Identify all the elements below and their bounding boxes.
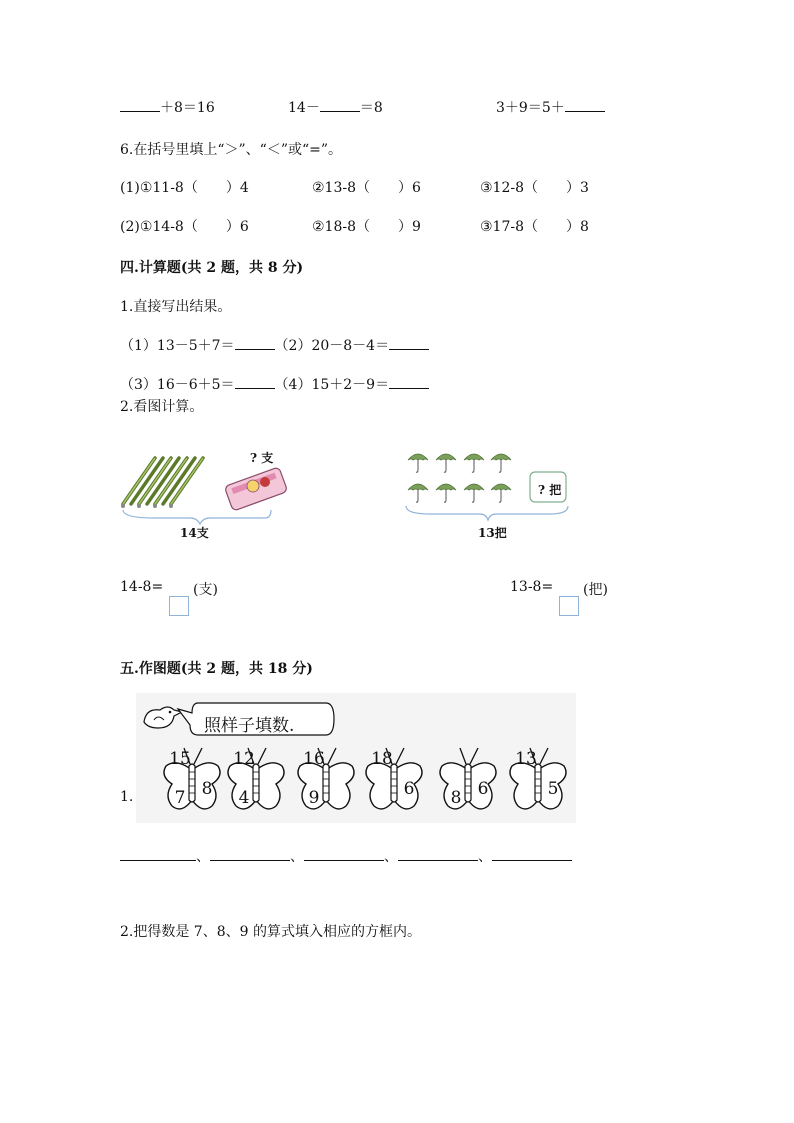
butterfly-top-number: 15 xyxy=(169,749,191,769)
fill-row-top-c xyxy=(496,97,605,117)
compare-item[interactable]: ③17-8（ ）8 xyxy=(480,219,589,235)
butterfly-icon xyxy=(298,748,354,809)
butterfly-icon xyxy=(510,748,566,809)
separator: 、 xyxy=(290,849,304,865)
butterfly-top-number: 18 xyxy=(371,749,393,769)
calc-item: （4）15＋2－9＝ xyxy=(274,377,390,393)
total-label: 13把 xyxy=(478,526,507,540)
answer-box[interactable] xyxy=(169,596,189,616)
answer-blank[interactable] xyxy=(389,374,429,389)
expr-suffix: ＋8＝16 xyxy=(160,100,215,116)
butterfly-right-number: 5 xyxy=(547,779,559,799)
unit-label: (支) xyxy=(193,582,218,598)
answer-blank[interactable] xyxy=(120,846,196,861)
compare-item[interactable]: (2)①14-8（ ）6 xyxy=(120,219,249,235)
section-5-title: 五.作图题(共 2 题，共 18 分) xyxy=(120,661,313,677)
answer-box[interactable] xyxy=(559,596,579,616)
butterfly-icon xyxy=(228,748,284,809)
answer-blank[interactable] xyxy=(565,97,605,112)
fill-row-top xyxy=(120,97,215,117)
butterfly-icon xyxy=(440,748,496,809)
umbrella-icon xyxy=(408,454,511,502)
answer-blank[interactable] xyxy=(389,335,429,350)
section-4-title: 四.计算题(共 2 题，共 8 分) xyxy=(120,260,304,276)
compare-item[interactable]: ②18-8（ ）9 xyxy=(312,219,421,235)
picture-equation: 13-8= xyxy=(510,579,554,595)
answer-blank[interactable] xyxy=(320,97,360,112)
butterfly-left-number: 8 xyxy=(450,788,462,808)
answer-row xyxy=(120,846,572,866)
compare-item[interactable]: ②13-8（ ）6 xyxy=(312,180,421,196)
picture-equation: 14-8= xyxy=(120,579,164,595)
calc-row xyxy=(120,335,429,355)
separator: 、 xyxy=(478,849,492,865)
calc-item: （3）16－6＋5＝ xyxy=(120,377,235,393)
compare-item[interactable]: ③12-8（ ）3 xyxy=(480,180,589,196)
answer-blank[interactable] xyxy=(235,374,275,389)
question-label: ? 支 xyxy=(250,451,274,465)
pencils-figure xyxy=(115,440,310,540)
fill-row-top-b xyxy=(288,97,383,117)
calc-row xyxy=(120,374,429,394)
answer-blank[interactable] xyxy=(398,846,478,861)
butterfly-left-number: 9 xyxy=(308,788,320,808)
compare-item[interactable]: (1)①11-8（ ）4 xyxy=(120,180,249,196)
answer-blank[interactable] xyxy=(120,97,160,112)
question-6-title: 6.在括号里填上“＞”、“＜”或“=”。 xyxy=(120,142,343,158)
answer-blank[interactable] xyxy=(492,846,572,861)
butterfly-top-number: 16 xyxy=(303,749,325,769)
question-label: ? 把 xyxy=(538,483,562,497)
answer-blank[interactable] xyxy=(304,846,384,861)
separator: 、 xyxy=(384,849,398,865)
calc-item: （2）20－8－4＝ xyxy=(274,338,390,354)
butterfly-right-number: 6 xyxy=(403,779,415,799)
butterfly-left-number: 7 xyxy=(174,788,186,808)
butterfly-right-number: 8 xyxy=(201,779,213,799)
answer-blank[interactable] xyxy=(235,335,275,350)
unit-label: (把) xyxy=(583,582,608,598)
butterfly-left-number: 4 xyxy=(238,788,250,808)
q2-title: 2.看图计算。 xyxy=(120,399,204,415)
expr-prefix: 14－ xyxy=(288,100,320,116)
brace xyxy=(123,510,271,524)
calc-item: （1）13－5＋7＝ xyxy=(120,338,235,354)
butterfly-top-number: 12 xyxy=(233,749,255,769)
bubble-text: 照样子填数. xyxy=(204,716,295,736)
total-label: 14支 xyxy=(180,526,209,540)
separator: 、 xyxy=(196,849,210,865)
expr-prefix: 3＋9＝5＋ xyxy=(496,100,565,116)
butterfly-top-number: 13 xyxy=(515,749,537,769)
butterfly-icon xyxy=(366,748,422,809)
butterfly-right-number: 6 xyxy=(477,779,489,799)
q1-title: 1.直接写出结果。 xyxy=(120,299,232,315)
pencil-bundle-icon xyxy=(121,458,203,508)
q2-title: 2.把得数是 7、8、9 的算式填入相应的方框内。 xyxy=(120,924,421,940)
pencil-case-icon xyxy=(224,467,287,511)
butterfly-row xyxy=(150,740,580,825)
brace xyxy=(406,506,568,520)
expr-suffix: ＝8 xyxy=(359,100,383,116)
answer-blank[interactable] xyxy=(210,846,290,861)
question-number: 1. xyxy=(120,789,134,805)
butterfly-icon xyxy=(164,748,220,809)
